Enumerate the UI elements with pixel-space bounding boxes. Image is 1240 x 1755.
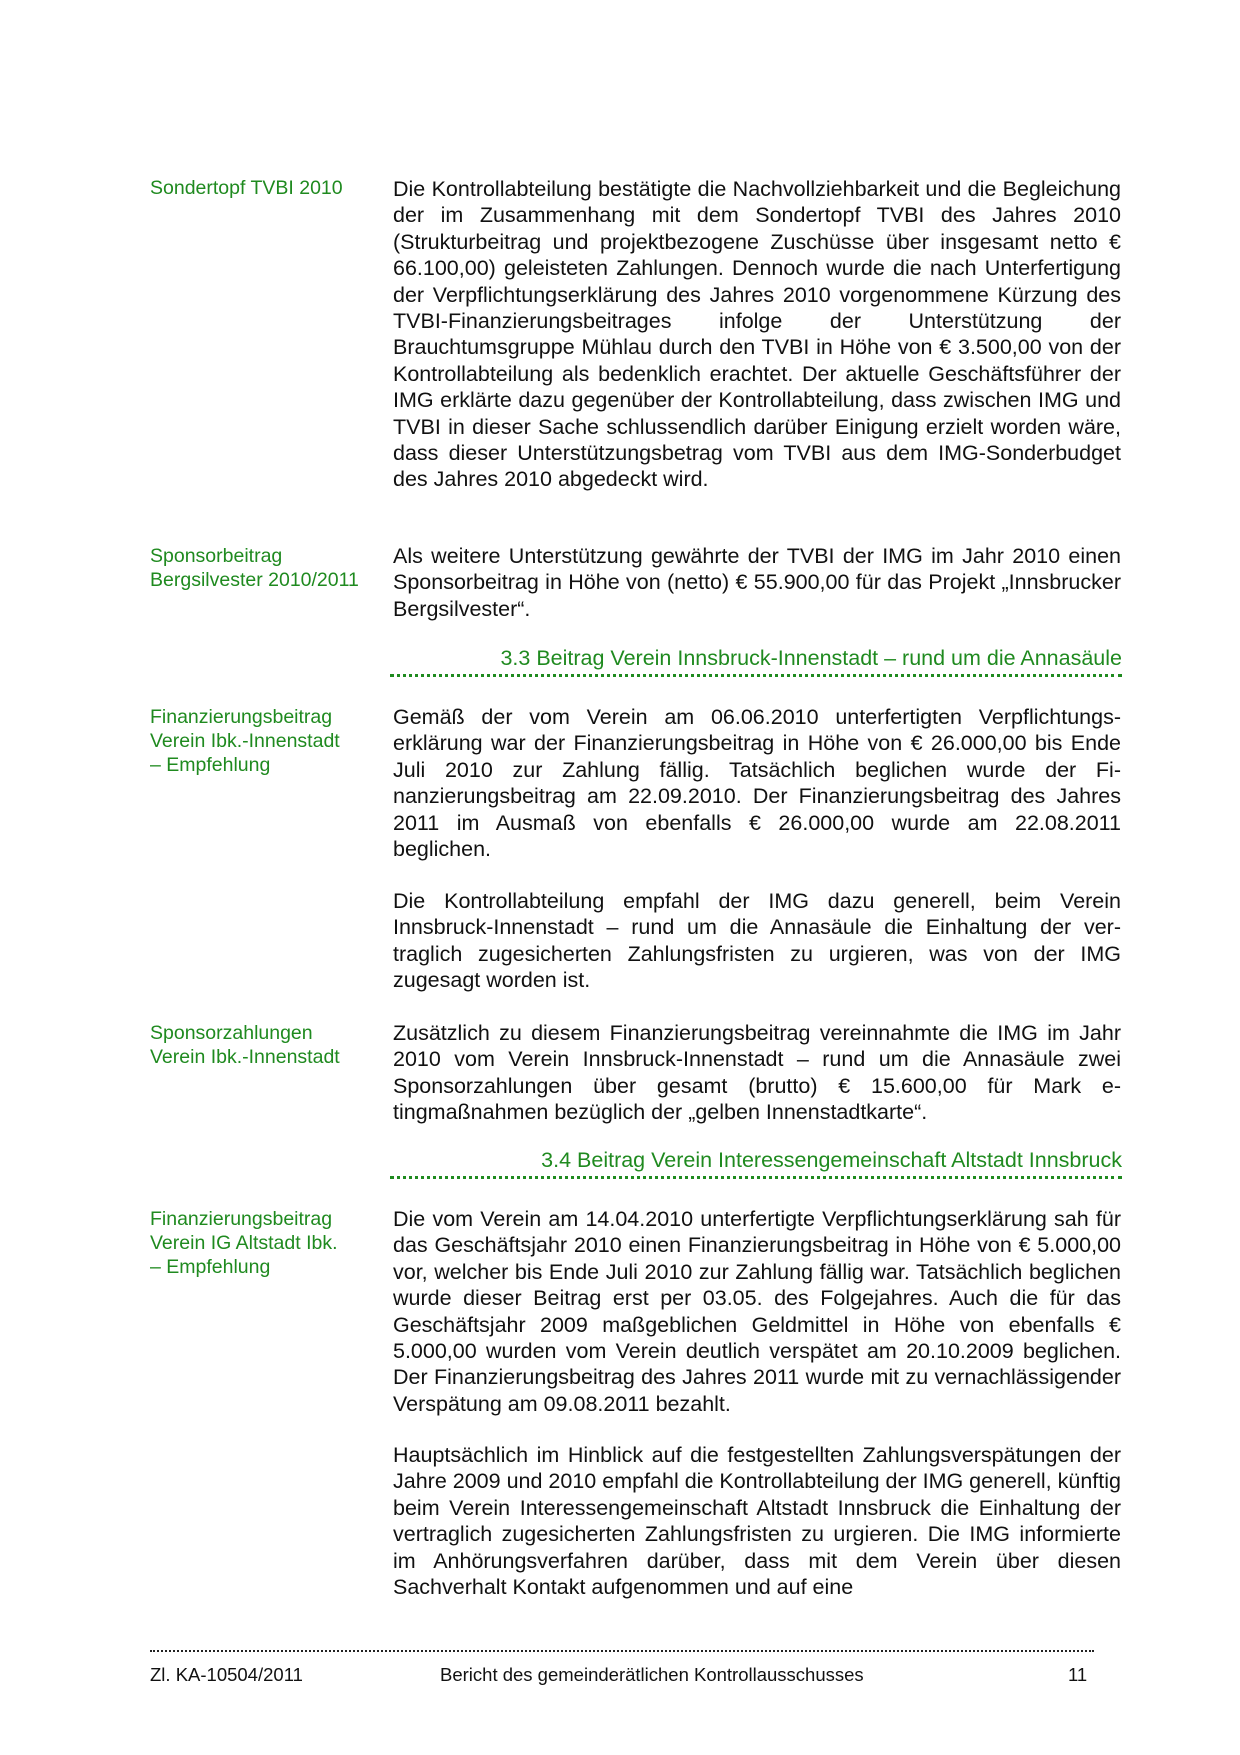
section-sponsorzahlungen-body	[393, 1020, 1121, 1126]
footer-reference: Zl. KA-10504/2011	[150, 1664, 303, 1685]
margin-note-sponsorbeitrag	[150, 544, 375, 592]
margin-note-line: Sponsorbeitrag	[150, 545, 283, 567]
section-sondertopf-body	[393, 176, 1121, 493]
section-heading-3-4	[390, 1148, 1122, 1179]
margin-note-line: Finanzierungsbeitrag	[150, 1208, 333, 1230]
paragraph: Die vom Verein am 14.04.2010 unterfertigte Verpflichtungserklärung sah für das Geschäftsjahr 2010 einen Finanzierungsbeitrag in Höhe von € 5.000,00 vor, welcher bis Ende Juli 2010 zur Zahlung fällig war. Tatsächlich beglichen wurde dieser Beitrag erst per 03.05. des Folgejahres. Auch die für das Geschäftsjahr 2009 maßgeblichen Geldmittel in Höhe von ebenfalls € 5.000,00 wurden vom Verein deutlich verspätet am 20.10.2009 beglichen. Der Finanzierungsbeitrag des Jahres 2011 wurde mit zu vernachlässigender Verspätung am 09.08.2011 bezahlt.	[393, 1207, 1121, 1416]
margin-note-finanzierungsbeitrag-innenstadt	[150, 705, 375, 777]
footer-title: Bericht des gemeinderätlichen Kontrollausschusses	[440, 1664, 864, 1685]
margin-note-line: – Empfehlung	[150, 754, 271, 776]
paragraph: Als weitere Unterstützung gewährte der TVBI der IMG im Jahr 2010 einen Sponsorbeitrag in Höhe von (netto) € 55.900,00 für das Projekt „Innsbrucker Bergsilvester“.	[393, 544, 1121, 621]
section-sponsorbeitrag-body	[393, 543, 1121, 622]
paragraph: Gemäß der vom Verein am 06.06.2010 unterfertigten Verpflichtungserklärung war der Finanzierungsbeitrag in Höhe von € 26.000,00 bis Ende Juli 2010 zur Zahlung fällig. Tatsächlich beglichen wurde der Finanzierungsbeitrag am 22.09.2010. Der Finanzierungsbeitrag des Jahres 2011 im Ausmaß von ebenfalls € 26.000,00 wurde am 22.08.2011 beglichen.	[393, 705, 1121, 862]
section-heading-3-3	[390, 646, 1122, 677]
margin-note-line: Finanzierungsbeitrag	[150, 706, 333, 728]
margin-note-line: Verein Ibk.-Innenstadt	[150, 1046, 340, 1068]
margin-note-line: Verein Ibk.-Innenstadt	[150, 730, 340, 752]
heading-text: 3.4 Beitrag Verein Interessengemeinschaft Altstadt Innsbruck	[541, 1148, 1122, 1172]
section-innenstadt-body	[393, 704, 1121, 862]
margin-note-sondertopf	[150, 176, 375, 200]
heading-text: 3.3 Beitrag Verein Innsbruck-Innenstadt – rund um die Annasäule	[500, 646, 1122, 670]
section-altstadt-body	[393, 1206, 1121, 1417]
margin-note-finanzierungsbeitrag-altstadt	[150, 1207, 375, 1279]
margin-note-line: – Empfehlung	[150, 1256, 271, 1278]
margin-note-line: Bergsilvester 2010/2011	[150, 569, 359, 591]
margin-note-line: Verein IG Altstadt Ibk.	[150, 1232, 338, 1254]
paragraph: Zusätzlich zu diesem Finanzierungsbeitrag vereinnahmte die IMG im Jahr 2010 vom Verein Innsbruck-Innenstadt – rund um die Annasäule zwei Sponsorzahlungen über gesamt (brutto) € 15.600,00 für Mark etingmaßnahmen bezüglich der „gelben Innenstadtkarte“.	[393, 1021, 1121, 1125]
footer-divider	[150, 1650, 1094, 1652]
margin-note-line: Sondertopf TVBI 2010	[150, 177, 343, 199]
margin-note-sponsorzahlungen	[150, 1021, 375, 1069]
paragraph: Hauptsächlich im Hinblick auf die festgestellten Zahlungsverspätungen der Jahre 2009 und 2010 empfahl die Kontrollabteilung der IMG generell, künftig beim Verein Interessengemeinschaft Altstadt Innsbruck die Einhaltung der vertraglich zugesicherten Zahlungsfristen zu urgieren. Die IMG informierte im Anhörungsverfahren darüber, dass mit dem Verein über diesen Sachverhalt Kontakt aufgenommen und auf eine	[393, 1443, 1121, 1600]
section-innenstadt-recommendation	[393, 888, 1121, 994]
section-altstadt-recommendation	[393, 1442, 1121, 1600]
footer-page-number: 11	[1068, 1664, 1088, 1685]
paragraph: Die Kontrollabteilung bestätigte die Nachvollziehbarkeit und die Begleichung der im Zusammenhang mit dem Sondertopf TVBI des Jahres 2010 (Strukturbeitrag und projektbezogene Zuschüsse über insgesamt netto € 66.100,00) geleisteten Zahlungen. Dennoch wurde die nach Unterfertigung der Verpflichtungserklärung des Jahres 2010 vorgenommene Kürzung des TVBI-Finanzierungsbeitrages infolge der Unterstützung der Brauchtumsgruppe Mühlau durch den TVBI in Höhe von € 3.500,00 von der Kontrollabteilung als bedenklich erachtet. Der aktuelle Geschäftsführer der IMG erklärte dazu gegenüber der Kontrollabteilung, dass zwischen IMG und TVBI in dieser Sache schlussendlich darüber Einigung erzielt worden wäre, dass dieser Unterstützungsbetrag vom TVBI aus dem IMG-Sonderbudget des Jahres 2010 abgedeckt wird.	[393, 177, 1121, 492]
paragraph: Die Kontrollabteilung empfahl der IMG dazu generell, beim Verein Innsbruck-Innenstadt – rund um die Annasäule die Einhaltung der vertraglich zugesicherten Zahlungsfristen zu urgieren, was von der IMG zugesagt worden ist.	[393, 889, 1121, 993]
margin-note-line: Sponsorzahlungen	[150, 1022, 313, 1044]
